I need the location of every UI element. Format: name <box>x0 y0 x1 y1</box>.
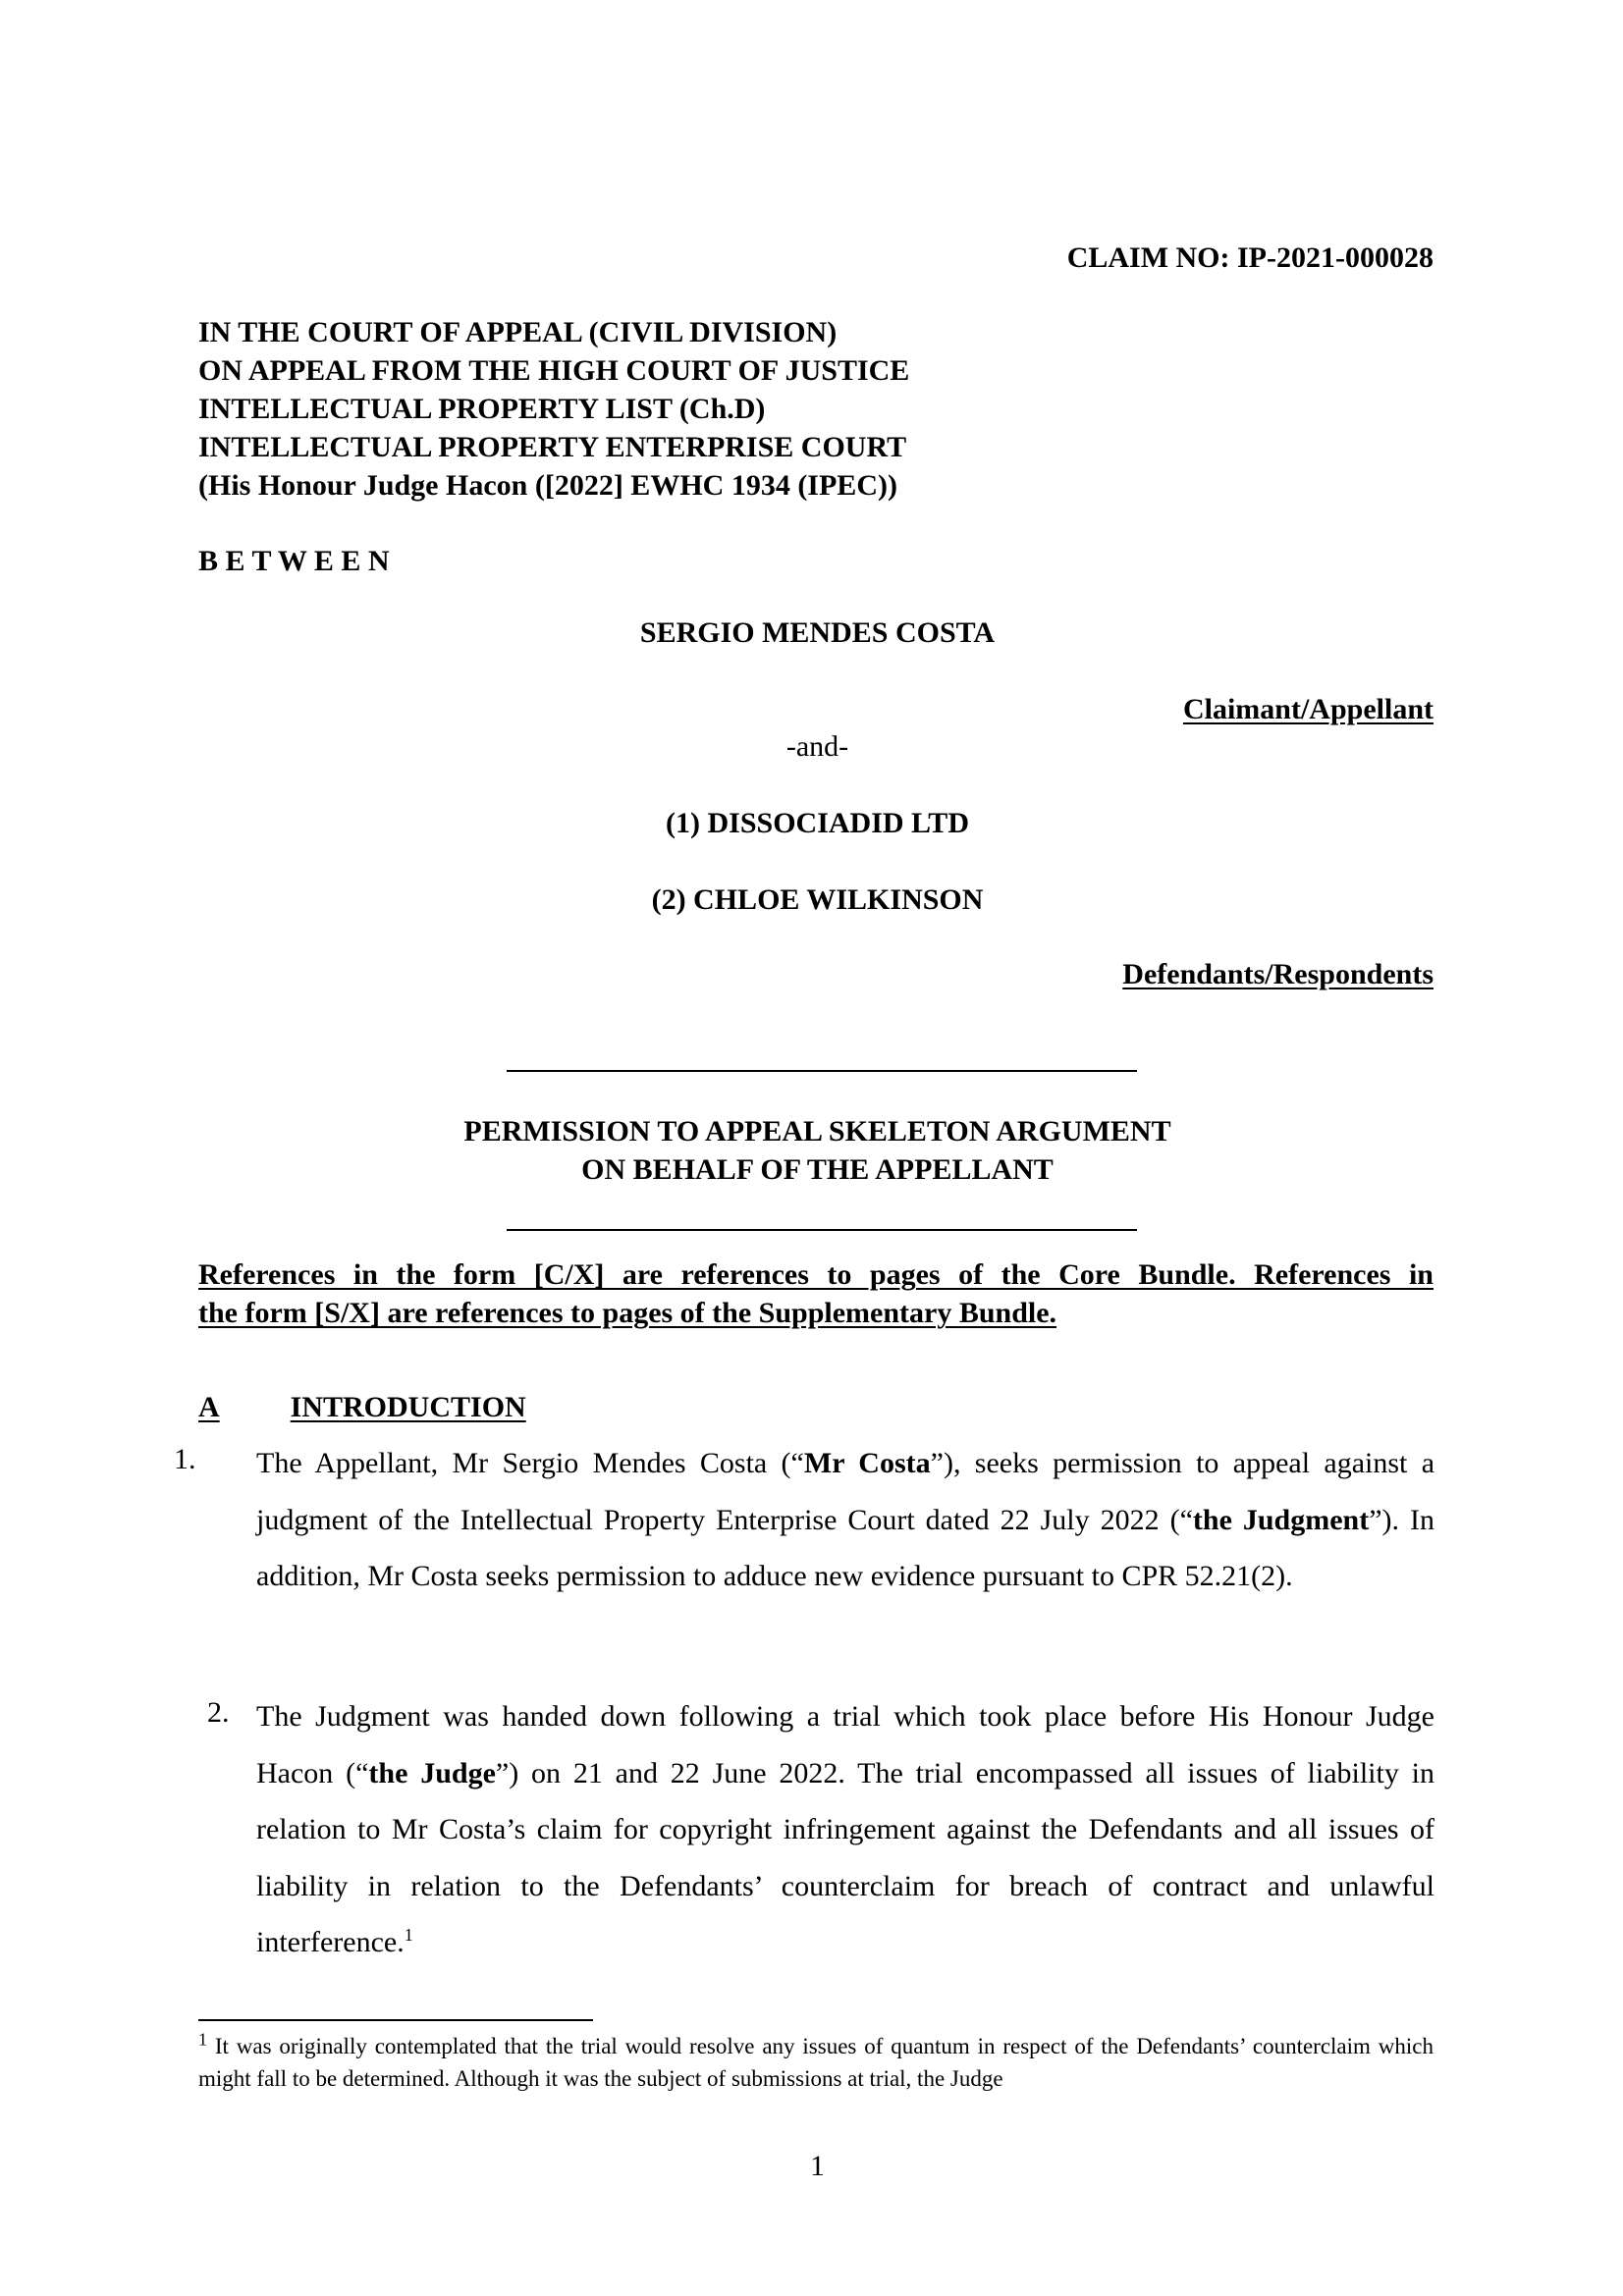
court-line: INTELLECTUAL PROPERTY ENTERPRISE COURT <box>198 431 907 463</box>
footnote-marker: 1 <box>198 2029 207 2050</box>
paragraph-text: ”), seeks permission to appeal against a judgment of the Intellectual Property Enterprise Court dated 22 July 2022 (“ <box>256 1447 1435 1536</box>
footnote-text: It was originally contemplated that the trial would resolve any issues of quantum in respect of the Defendants’ counterclaim which might fall to be determined. Although it was the subject of submissions at trial, the Judge <box>198 2034 1434 2091</box>
paragraph-number: 1. <box>174 1443 196 1475</box>
title-rule-top <box>507 1070 1137 1072</box>
references-note <box>198 1255 1434 1332</box>
footnote <box>198 2030 1434 2095</box>
between-label: B E T W E E N <box>198 545 390 577</box>
claimant-name: SERGIO MENDES COSTA <box>639 616 996 649</box>
court-line: ON APPEAL FROM THE HIGH COURT OF JUSTICE <box>198 354 910 387</box>
section-letter: A <box>198 1391 220 1423</box>
paragraph-number: 2. <box>207 1696 230 1729</box>
title-line: ON BEHALF OF THE APPELLANT <box>581 1153 1054 1186</box>
court-heading <box>198 313 909 505</box>
paragraph-text: The Judgment was handed down following a trial which took place before His Honour Judge Hacon (“ <box>256 1700 1434 1789</box>
section-title: INTRODUCTION <box>290 1391 526 1423</box>
claimant-role: Claimant/Appellant <box>1182 693 1434 725</box>
and-separator: -and- <box>785 730 849 763</box>
paragraph-1 <box>256 1435 1434 1605</box>
defendants-role: Defendants/Respondents <box>1122 958 1434 990</box>
paragraph-text: ”) on 21 and 22 June 2022. The trial encompassed all issues of liability in relation to Mr Costa’s claim for copyright infringement against the Defendants and all issues of liability in relation to the Defendants’ counterclaim for breach of contract and unlawful interference. <box>256 1756 1434 1958</box>
references-line: the form [S/X] are references to pages of the Supplementary Bundle. <box>198 1297 1057 1329</box>
title-line: PERMISSION TO APPEAL SKELETON ARGUMENT <box>463 1115 1171 1148</box>
court-line: IN THE COURT OF APPEAL (CIVIL DIVISION) <box>198 316 838 348</box>
defendant-second: (2) CHLOE WILKINSON <box>651 883 984 916</box>
defined-term: the Judgment <box>1192 1503 1370 1536</box>
title-rule-bottom <box>507 1229 1137 1231</box>
paragraph-text: The Appellant, Mr Sergio Mendes Costa (“ <box>256 1447 804 1479</box>
paragraph-text: ”). In addition, Mr Costa seeks permission to adduce new evidence pursuant to CPR 52.21(2). <box>256 1503 1434 1592</box>
claim-number: CLAIM NO: IP-2021-000028 <box>1066 241 1434 274</box>
court-line: (His Honour Judge Hacon ([2022] EWHC 1934 (IPEC)) <box>198 469 897 502</box>
court-line: INTELLECTUAL PROPERTY LIST (Ch.D) <box>198 393 766 425</box>
defined-term: Mr Costa <box>803 1447 931 1479</box>
document-title <box>0 1112 1623 1189</box>
paragraph-2 <box>256 1688 1434 1971</box>
footnote-separator <box>198 2019 593 2021</box>
references-line: References in the form [C/X] are references to pages of the Core Bundle. References in <box>198 1258 1434 1291</box>
defendant-first: (1) DISSOCIADID LTD <box>666 807 969 839</box>
footnote-reference[interactable]: 1 <box>404 1925 413 1945</box>
defined-term: the Judge <box>368 1756 496 1789</box>
page-number: 1 <box>810 2150 825 2182</box>
section-heading <box>198 1391 526 1424</box>
